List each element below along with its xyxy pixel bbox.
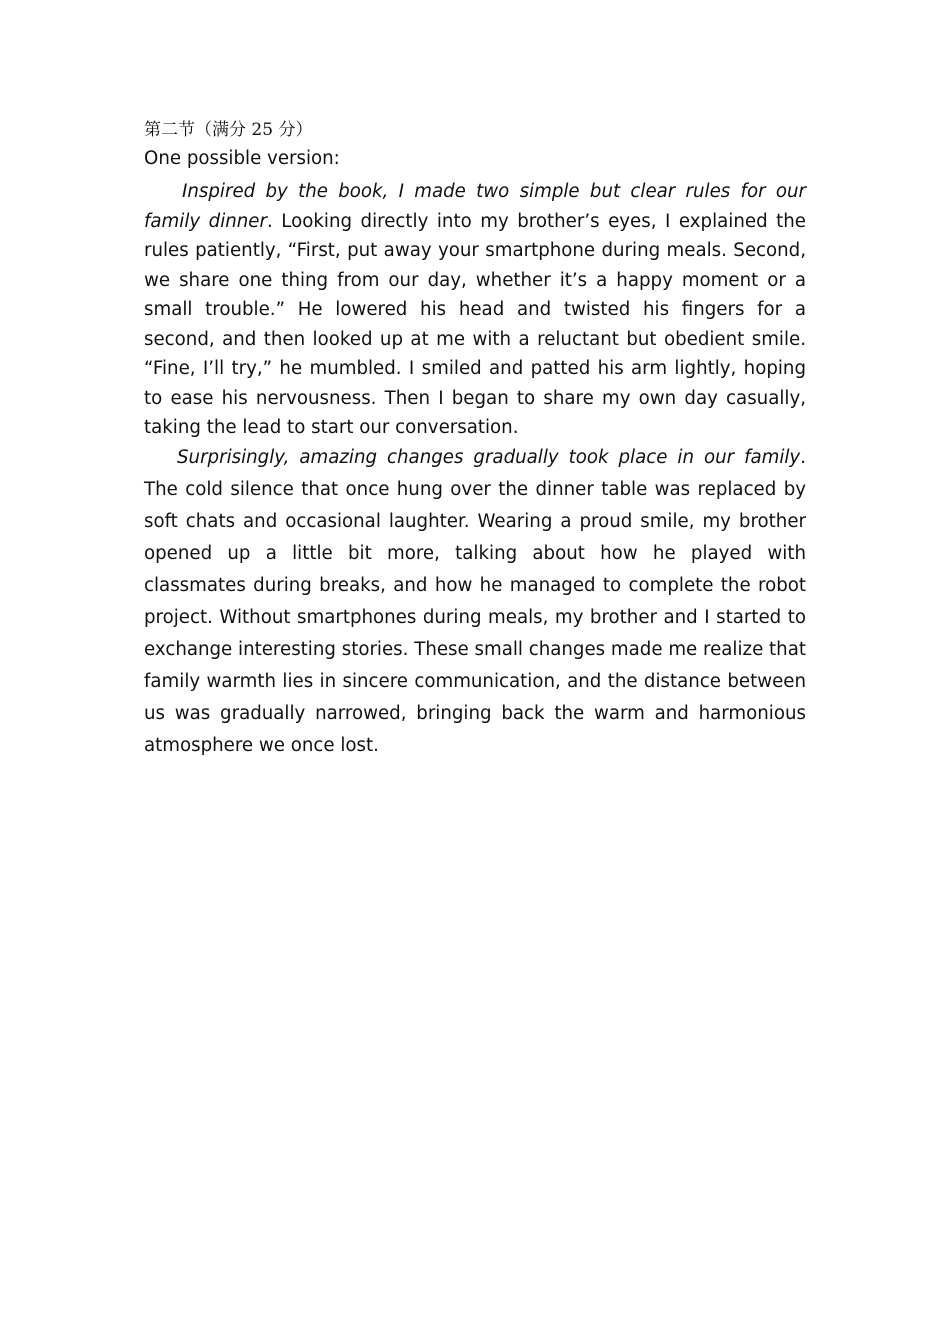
paragraph-2-lead: Surprisingly, amazing changes gradually took place in our family <box>177 446 801 468</box>
paragraph-2 <box>144 442 806 762</box>
document-page <box>144 117 806 762</box>
section-heading: 第二节（满分 25 分） <box>144 120 313 140</box>
paragraph-2-body: . The cold silence that once hung over the dinner table was replaced by soft chats and occasional laughter. Wearing a proud smile, my brother opened up a little bit more, talking about how he played with classmates during breaks, and how he managed to complete the robot project. Without smartphones during meals, my brother and I started to exchange interesting stories. These small changes made me realize that family warmth lies in sincere communication, and the distance between us was gradually narrowed, bringing back the warm and harmonious atmosphere we once lost. <box>144 446 806 756</box>
paragraph-1-body: . Looking directly into my brother’s eyes, I explained the rules patiently, “First, put away your smartphone during meals. Second, we share one thing from our day, whether it’s a happy moment or a small trouble.” He lowered his head and twisted his fingers for a second, and then looked up at me with a reluctant but obedient smile. “Fine, I’ll try,” he mumbled. I smiled and patted his arm lightly, hoping to ease his nervousness. Then I began to share my own day casually, taking the lead to start our conversation. <box>144 210 806 438</box>
paragraph-1-lead: Inspired by the book, I made two simple but clear rules for our family dinner <box>144 181 806 232</box>
paragraph-1 <box>144 177 806 443</box>
version-subheading: One possible version: <box>144 148 340 169</box>
